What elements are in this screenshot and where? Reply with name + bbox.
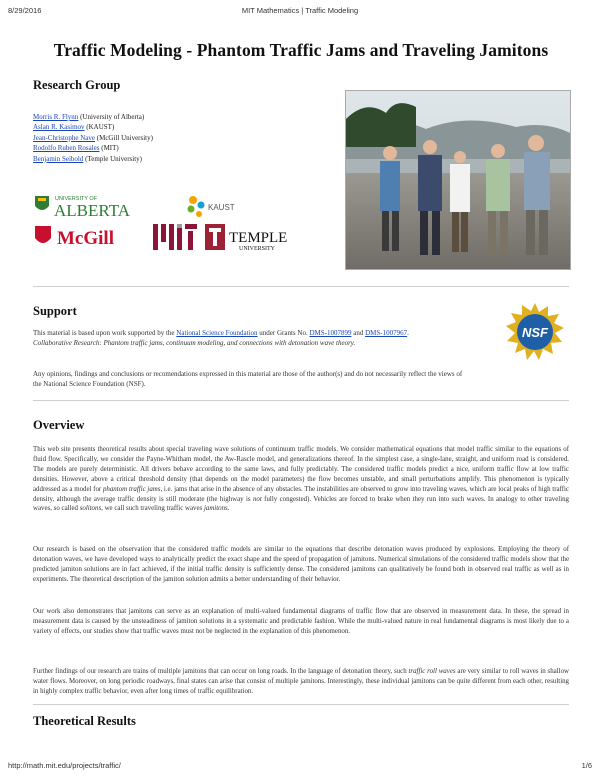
kaust-logo xyxy=(188,196,235,217)
theoretical-results-heading: Theoretical Results xyxy=(33,714,136,728)
mit-logo xyxy=(153,224,197,250)
member-item xyxy=(33,112,333,122)
member-link[interactable]: Benjamin Seibold xyxy=(33,154,84,163)
overview-paragraph-2: Our research is based on the observation that the considered traffic models are similar to the equations that describe detonation waves produced by explosions. Employing the theory of detonation waves, we have developed ways to analytically predict the exact shape and the speed of propagation of jamitons. Numerical simulations of the considered traffic models show that the predicted jamiton solutions are in fact achieved, if the initial traffic density is sufficiently dense. The considered jamitons can qualitatively be found both in observed real traffic as well as in experiments. The theoretical description of the jamiton solution admits a better understanding of their behavior. xyxy=(33,546,569,583)
svg-text:UNIVERSITY OF: UNIVERSITY OF xyxy=(55,196,98,202)
member-link[interactable]: Rodolfo Ruben Rosales xyxy=(33,144,100,153)
funding-text: This material is based upon work supported by the xyxy=(33,329,177,337)
text-run: This web site presents theoretical results about special traveling wave solutions of continuum traffic models. We consider mathematical equations that model traffic similar to the equations of fluid flow. Specifically, we consider the Payne-Whitham model, the Aw-Rascle model, and generalizations thereof. In the simplest case, a single-lane, straight, and uniform road is considered. The models are purely deterministic. All drivers behave according to the same laws, and fully predictably. The considered traffic models predict a nice, uniform traffic flow at low traffic densities. However, above a critical threshold density (that depends on the model parameters) the flow becomes unstable, and small perturbations amplify. This phenomenon is typically addressed as a model for xyxy=(33,446,569,493)
text-run: . xyxy=(227,505,230,513)
page-content xyxy=(33,40,569,728)
svg-text:UNIVERSITY: UNIVERSITY xyxy=(239,246,275,252)
divider xyxy=(33,400,569,401)
member-affiliation: (University of Alberta) xyxy=(78,113,145,121)
research-group-photo xyxy=(345,90,571,270)
funding-text: and xyxy=(351,329,366,337)
emphasis: jamitons xyxy=(203,505,228,513)
funding-text: under Grants No. xyxy=(257,329,310,337)
member-item xyxy=(33,143,333,153)
member-item xyxy=(33,122,333,132)
text-run: fully congested). Vehicles are forced to brake when they run into such waves. In analogy to other traveling waves, so called xyxy=(33,495,569,513)
svg-text:NSF: NSF xyxy=(522,325,548,340)
svg-text:ALBERTA: ALBERTA xyxy=(54,201,131,220)
print-page-number: 1/6 xyxy=(581,761,592,770)
project-title: Collaborative Research: Phantom traffic jams, continuum modeling, and connections with detonation wave theory. xyxy=(33,338,356,347)
university-logos xyxy=(33,192,323,282)
member-list xyxy=(33,112,333,164)
member-item xyxy=(33,154,333,164)
divider xyxy=(33,286,569,287)
member-affiliation: (McGill University) xyxy=(95,133,153,142)
emphasis: solitons xyxy=(79,505,102,513)
member-item xyxy=(33,133,333,143)
svg-text:TEMPLE: TEMPLE xyxy=(229,230,288,246)
text-run: are very similar to roll waves in shallow water flows. Moreover, on long periodic roadways, final states can arise that consist of multiple jamitons. Interestingly, these individual jamitons can be quite different from each other, resulting in highly complex traffic behavior, even after long times of traffic equilibration. xyxy=(33,668,569,695)
alberta-logo xyxy=(35,196,131,220)
print-url: http://math.mit.edu/projects/traffic/ xyxy=(8,761,121,770)
member-link[interactable]: Jean-Christophe Nave xyxy=(33,133,96,142)
nsf-link[interactable]: National Science Foundation xyxy=(176,329,258,337)
support-disclaimer: Any opinions, findings and conclusions or recomendations expressed in this material are those of the author(s) and do not necessarily reflect the views of the National Science Foundation (NSF). xyxy=(33,370,463,388)
divider xyxy=(33,704,569,705)
emphasis: phantom traffic jams xyxy=(102,485,161,493)
member-link[interactable]: Aslan R. Kasimov xyxy=(33,123,85,132)
print-date: 8/29/2016 xyxy=(8,6,42,15)
svg-text:KAUST: KAUST xyxy=(208,203,235,212)
nsf-logo xyxy=(505,302,565,362)
support-heading: Support xyxy=(33,304,77,318)
text-run: Further findings of our research are trains of multiple jamitons that can occur on long roads. In the language of detonation theory, such xyxy=(33,668,409,675)
research-group-heading: Research Group xyxy=(33,78,121,92)
grant-link[interactable]: DMS-1007899 xyxy=(309,329,352,337)
text-run: , i.e. jams that arise in the absence of any obstacles. The instabilities are observed to grow into traveling waves, which are local peaks of high traffic density, although the average traffic density is still moderate (the highway is xyxy=(33,485,569,503)
grant-link[interactable]: DMS-1007967 xyxy=(365,329,408,337)
member-affiliation: (MIT) xyxy=(99,144,119,153)
emphasis: not xyxy=(252,495,262,503)
text-run: , we call such traveling traffic waves xyxy=(101,505,204,513)
member-link[interactable]: Morris R. Flynn xyxy=(33,113,79,121)
temple-logo xyxy=(205,224,287,252)
member-affiliation: (KAUST) xyxy=(84,123,115,132)
page-title: Traffic Modeling - Phantom Traffic Jams and Traveling Jamitons xyxy=(53,40,549,60)
member-affiliation: (Temple University) xyxy=(83,154,142,163)
svg-text:McGill: McGill xyxy=(57,228,114,249)
overview-heading: Overview xyxy=(33,418,85,432)
overview-paragraph-4 xyxy=(33,667,569,697)
funding-text: . xyxy=(407,329,409,337)
emphasis: traffic roll waves xyxy=(408,668,456,675)
mcgill-logo xyxy=(35,226,114,249)
support-funding xyxy=(33,329,463,348)
overview-paragraph-3: Our work also demonstrates that jamitons can serve as an explanation of multi-valued fundamental diagrams of traffic flow that are observed in measurement data. In these, the spread in measurement data is caused by the unsteadiness of jamiton solutions in a systematic and predictable fashion. While the multi-valued nature in real fundamental diagrams is most likely due to a variety of effects, our studies show that traffic waves must not be neglected in the explanation of this phenomenon. xyxy=(33,608,569,635)
print-page-title: MIT Mathematics | Traffic Modeling xyxy=(241,6,359,15)
overview-paragraph-1 xyxy=(33,445,569,514)
